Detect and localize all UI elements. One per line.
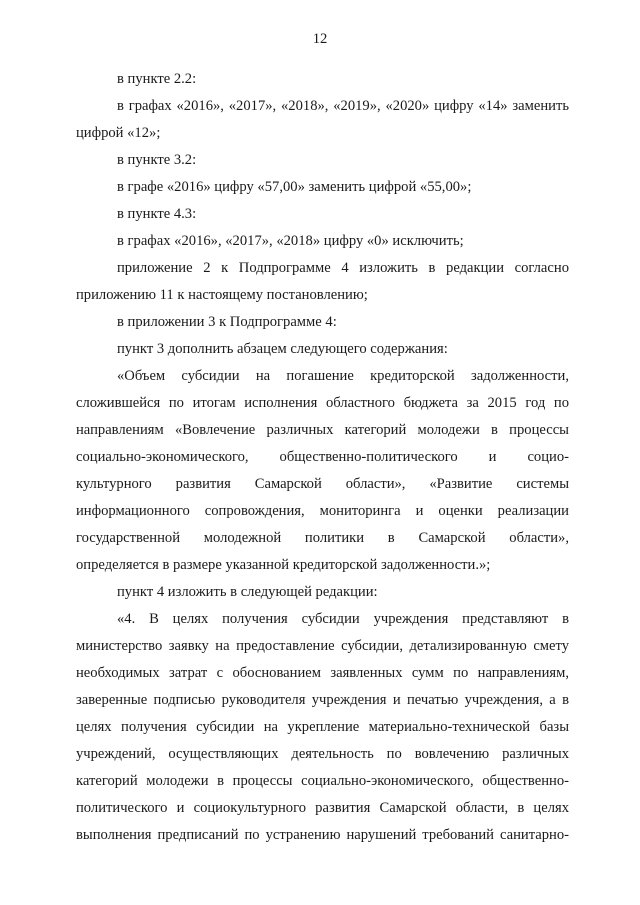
text-line: пункт 3 дополнить абзацем следующего содержания: bbox=[117, 341, 448, 357]
text-line: пункт 4 изложить в следующей редакции: bbox=[117, 584, 378, 600]
text-line: в пункте 4.3: bbox=[117, 206, 197, 222]
text-line: необходимых затрат с обоснованием заявленных сумм по направлениям, bbox=[76, 665, 569, 681]
text-line: в пункте 3.2: bbox=[117, 152, 197, 168]
text-line: в приложении 3 к Подпрограмме 4: bbox=[117, 314, 337, 330]
text-line: в пункте 2.2: bbox=[117, 71, 197, 87]
text-line: «4. В целях получения субсидии учреждения представляют в bbox=[117, 611, 569, 627]
text-line: социально-экономического, общественно-политического и социо- bbox=[76, 449, 569, 465]
text-line: цифрой «12»; bbox=[76, 125, 161, 141]
text-line: информационного сопровождения, мониторинга и оценки реализации bbox=[76, 503, 569, 519]
text-line: «Объем субсидии на погашение кредиторской задолженности, bbox=[117, 368, 569, 384]
text-line: определяется в размере указанной кредиторской задолженности.»; bbox=[76, 557, 491, 573]
text-line: выполнения предписаний по устранению нарушений требований санитарно- bbox=[76, 827, 569, 843]
text-line: министерство заявку на предоставление субсидии, детализированную смету bbox=[76, 638, 569, 654]
text-line: заверенные подписью руководителя учреждения и печатью учреждения, а в bbox=[76, 692, 569, 708]
text-line: в графах «2016», «2017», «2018», «2019», «2020» цифру «14» заменить bbox=[117, 98, 569, 114]
text-line: политического и социокультурного развития Самарской области, в целях bbox=[76, 800, 569, 816]
text-line: учреждений, осуществляющих деятельность по вовлечению различных bbox=[76, 746, 569, 762]
text-line: направлениям «Вовлечение различных категорий молодежи в процессы bbox=[76, 422, 569, 438]
text-line: культурного развития Самарской области», «Развитие системы bbox=[76, 476, 569, 492]
text-line: государственной молодежной политики в Самарской области», bbox=[76, 530, 569, 546]
text-line: приложению 11 к настоящему постановлению; bbox=[76, 287, 368, 303]
text-line: в графе «2016» цифру «57,00» заменить цифрой «55,00»; bbox=[117, 179, 472, 195]
text-line: сложившейся по итогам исполнения областного бюджета за 2015 год по bbox=[76, 395, 569, 411]
text-line: категорий молодежи в процессы социально-экономического, общественно- bbox=[76, 773, 569, 789]
page-number: 12 bbox=[312, 31, 328, 47]
text-line: приложение 2 к Подпрограмме 4 изложить в редакции согласно bbox=[117, 260, 569, 276]
text-line: в графах «2016», «2017», «2018» цифру «0» исключить; bbox=[117, 233, 464, 249]
text-line: целях получения субсидии на укрепление материально-технической базы bbox=[76, 719, 569, 735]
